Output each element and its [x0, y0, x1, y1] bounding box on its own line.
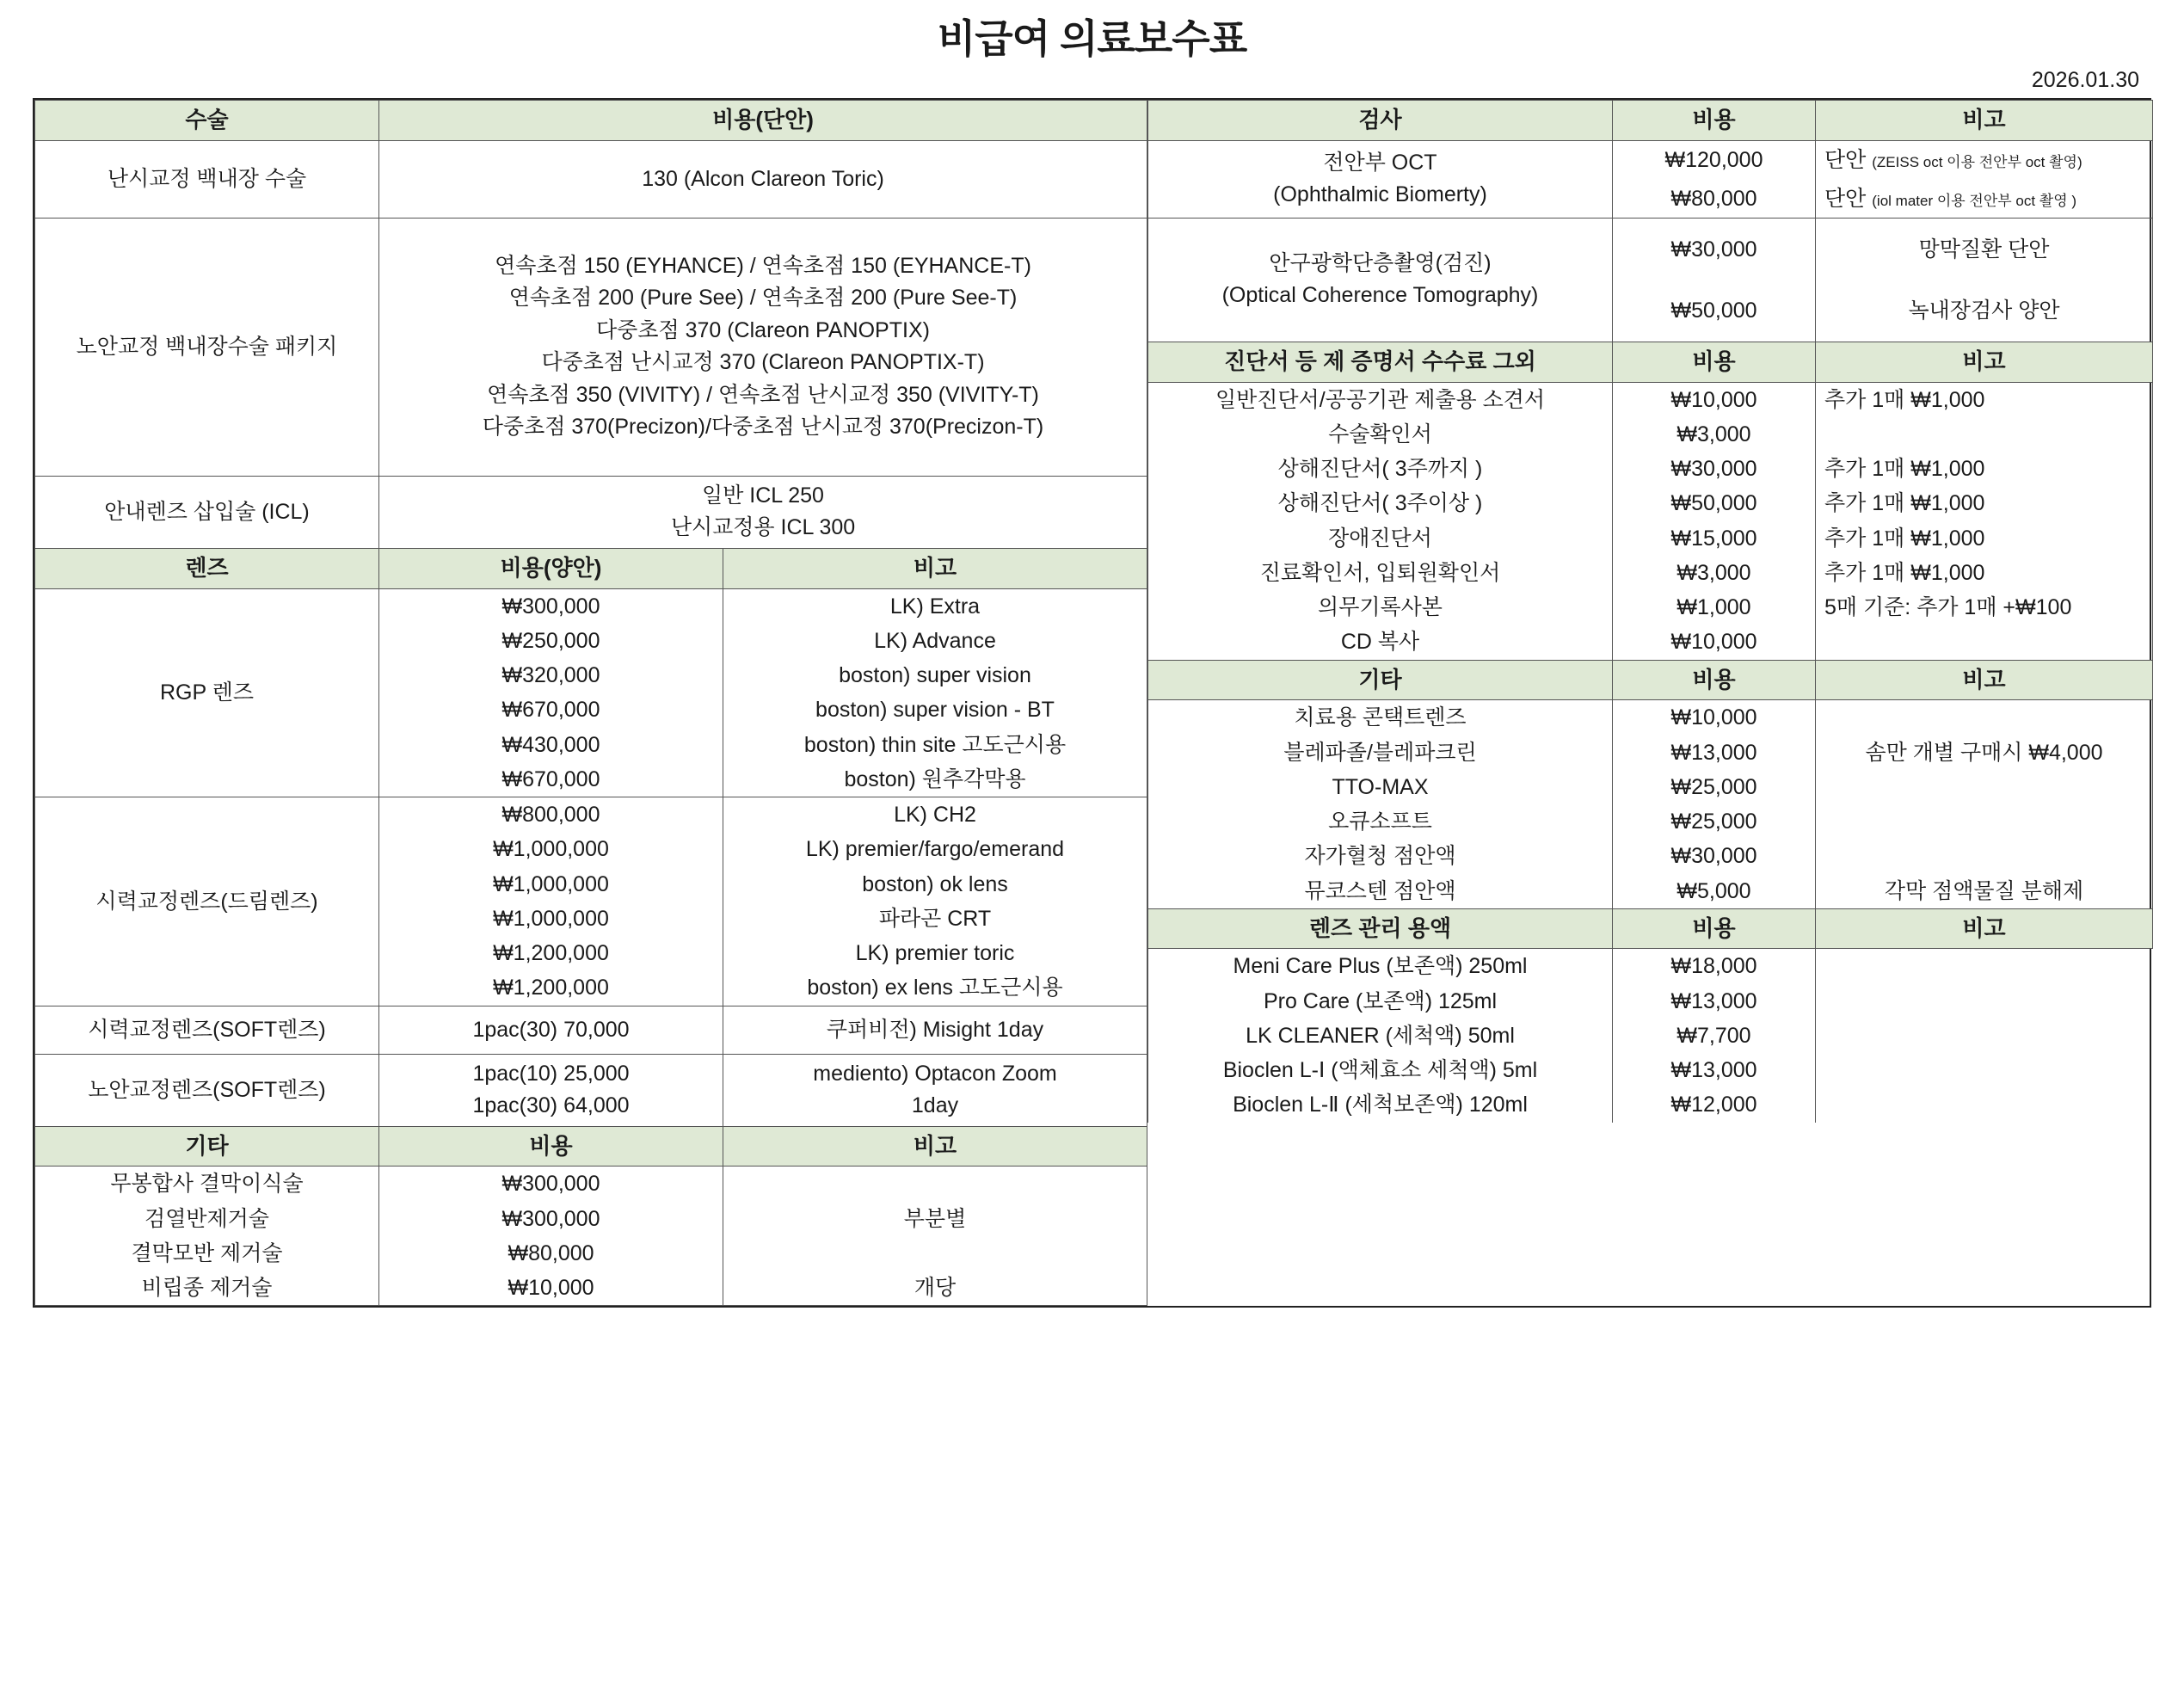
- exam-name-line: (Optical Coherence Tomography): [1221, 283, 1539, 308]
- left-etc-label: 결막모반 제거술: [35, 1236, 379, 1271]
- left-etc-cost: ₩300,000: [379, 1202, 723, 1236]
- dream-note: LK) CH2: [723, 797, 1147, 833]
- cert-name: 수술확인서: [1148, 417, 1613, 452]
- header-exam: 검사: [1148, 101, 1613, 141]
- header-solutions-cost: 비용: [1613, 908, 1816, 949]
- table-row: [1148, 452, 2153, 486]
- dream-cost: ₩1,000,000: [379, 902, 723, 936]
- rgp-cost: ₩430,000: [379, 728, 723, 762]
- solution-note: [1816, 1087, 2153, 1122]
- header-surgery: 수술: [35, 101, 379, 141]
- exam-cost: ₩30,000: [1613, 218, 1816, 280]
- presby-soft-note: [723, 1054, 1147, 1126]
- table-row: [1148, 342, 2153, 382]
- right-table: [1147, 100, 2153, 1217]
- presby-soft-cost: [379, 1054, 723, 1126]
- right-etc-note: 각막 점액물질 분해제: [1816, 874, 2153, 909]
- dream-cost: ₩1,200,000: [379, 936, 723, 970]
- solution-name: Bioclen L-Ⅰ (액체효소 세척액) 5ml: [1148, 1053, 1613, 1087]
- right-etc-name: 자가혈청 점안액: [1148, 839, 1613, 873]
- right-etc-name: 오큐소프트: [1148, 804, 1613, 839]
- exam-note-main: 단안: [1824, 186, 1867, 211]
- solution-cost: ₩13,000: [1613, 984, 1816, 1019]
- table-row: [35, 1236, 1147, 1271]
- solution-note: [1816, 1019, 2153, 1053]
- rgp-note: boston) 원추각막용: [723, 762, 1147, 797]
- left-etc-note: 부분별: [723, 1202, 1147, 1236]
- table-row: [1148, 984, 2153, 1019]
- icl-line: 일반 ICL 250: [702, 483, 824, 508]
- cert-name: 장애진단서: [1148, 521, 1613, 556]
- rgp-note: LK) Advance: [723, 624, 1147, 658]
- table-row: [1148, 949, 2153, 984]
- exam-cost: ₩80,000: [1613, 179, 1816, 218]
- icl-line: 난시교정용 ICL 300: [670, 515, 856, 540]
- rgp-cost: ₩250,000: [379, 624, 723, 658]
- right-etc-cost: ₩13,000: [1613, 736, 1816, 770]
- header-exam-note: 비고: [1816, 101, 2153, 141]
- left-etc-label: 무봉합사 결막이식술: [35, 1167, 379, 1202]
- rgp-cost: ₩300,000: [379, 588, 723, 624]
- row-label-astig-cataract: 난시교정 백내장 수술: [35, 140, 379, 218]
- table-row: [35, 1126, 1147, 1167]
- solution-note: [1816, 1053, 2153, 1087]
- right-etc-cost: ₩30,000: [1613, 839, 1816, 873]
- left-etc-note: [723, 1167, 1147, 1202]
- table-row: [1148, 417, 2153, 452]
- exam-name: [1148, 218, 1613, 342]
- rgp-cost: ₩670,000: [379, 693, 723, 727]
- rgp-note: LK) Extra: [723, 588, 1147, 624]
- table-row: [35, 1271, 1147, 1306]
- right-etc-cost: ₩25,000: [1613, 804, 1816, 839]
- cert-name: 일반진단서/공공기관 제출용 소견서: [1148, 382, 1613, 417]
- row-label-presby-soft-lens: 노안교정렌즈(SOFT렌즈): [35, 1054, 379, 1126]
- header-solutions: 렌즈 관리 용액: [1148, 908, 1613, 949]
- cert-note: 추가 1매 ₩1,000: [1816, 452, 2153, 486]
- table-row: [1148, 736, 2153, 770]
- package-line: 다중초점 난시교정 370 (Clareon PANOPTIX-T): [541, 350, 985, 375]
- dream-cost: ₩1,000,000: [379, 832, 723, 866]
- solution-name: LK CLEANER (세척액) 50ml: [1148, 1019, 1613, 1053]
- row-label-icl: 안내렌즈 삽입술 (ICL): [35, 476, 379, 548]
- document-date: 2026.01.30: [2031, 68, 2139, 93]
- table-row: [1148, 1123, 2153, 1217]
- cert-note: [1816, 625, 2153, 660]
- table-row: [1148, 218, 2153, 280]
- table-row: [35, 140, 1147, 218]
- table-row: [35, 548, 1147, 588]
- table-row: [1148, 101, 2153, 141]
- solution-filler: [1816, 1123, 2153, 1217]
- left-etc-label: 비립종 제거술: [35, 1271, 379, 1306]
- header-right-etc-note: 비고: [1816, 660, 2153, 700]
- row-value-icl: [379, 476, 1147, 548]
- table-row: [35, 797, 1147, 833]
- cert-note: 추가 1매 ₩1,000: [1816, 521, 2153, 556]
- left-etc-cost: ₩10,000: [379, 1271, 723, 1306]
- right-etc-note: [1816, 700, 2153, 736]
- table-row: [1148, 382, 2153, 417]
- package-line: 연속초점 150 (EYHANCE) / 연속초점 150 (EYHANCE-T): [495, 253, 1031, 278]
- left-etc-cost: ₩80,000: [379, 1236, 723, 1271]
- dream-cost: ₩1,200,000: [379, 970, 723, 1006]
- solution-name: Bioclen L-Ⅱ (세척보존액) 120ml: [1148, 1087, 1613, 1122]
- table-row: [1148, 839, 2153, 873]
- page-title: 비급여 의료보수표: [937, 16, 1247, 61]
- solution-name: Meni Care Plus (보존액) 250ml: [1148, 949, 1613, 984]
- right-etc-cost: ₩25,000: [1613, 770, 1816, 804]
- price-table-page: [0, 15, 2184, 1699]
- header-left-etc-note: 비고: [723, 1126, 1147, 1167]
- table-row: [1148, 660, 2153, 700]
- right-etc-note: [1816, 804, 2153, 839]
- solution-cost: ₩18,000: [1613, 949, 1816, 984]
- header-cost-single: 비용(단안): [379, 101, 1147, 141]
- header-lens: 렌즈: [35, 548, 379, 588]
- exam-name-line: 전안부 OCT: [1323, 150, 1437, 175]
- cert-cost: ₩15,000: [1613, 521, 1816, 556]
- soft-note: 쿠퍼비전) Misight 1day: [723, 1006, 1147, 1054]
- package-line: 다중초점 370 (Clareon PANOPTIX): [596, 317, 930, 342]
- row-value-astig-cataract: 130 (Alcon Clareon Toric): [379, 140, 1147, 218]
- solution-cost: ₩12,000: [1613, 1087, 1816, 1122]
- right-etc-note: [1816, 839, 2153, 873]
- rgp-note: boston) super vision: [723, 658, 1147, 693]
- table-row: [35, 1202, 1147, 1236]
- exam-note-main: 단안: [1824, 148, 1867, 172]
- table-row: [1148, 590, 2153, 625]
- cert-note: [1816, 417, 2153, 452]
- dream-note: LK) premier toric: [723, 936, 1147, 970]
- cert-cost: ₩10,000: [1613, 625, 1816, 660]
- rgp-cost: ₩670,000: [379, 762, 723, 797]
- exam-name-line: (Ophthalmic Biomerty): [1273, 182, 1487, 207]
- cert-cost: ₩30,000: [1613, 452, 1816, 486]
- header-lens-cost: 비용(양안): [379, 548, 723, 588]
- table-row: [35, 1054, 1147, 1126]
- table-row: [1148, 700, 2153, 736]
- right-etc-name: 뮤코스텐 점안액: [1148, 874, 1613, 909]
- row-label-dream-lens: 시력교정렌즈(드림렌즈): [35, 797, 379, 1006]
- table-row: [1148, 908, 2153, 949]
- package-line: 연속초점 200 (Pure See) / 연속초점 200 (Pure See-T): [508, 286, 1018, 311]
- left-etc-note: [723, 1236, 1147, 1271]
- cert-name: 상해진단서( 3주까지 ): [1148, 452, 1613, 486]
- exam-note-sub: (ZEISS oct 이용 전안부 oct 촬영): [1872, 154, 2082, 170]
- exam-name: [1148, 140, 1613, 218]
- dream-note: boston) ok lens: [723, 867, 1147, 902]
- cert-name: 상해진단서( 3주이상 ): [1148, 486, 1613, 520]
- price-grid: [33, 98, 2151, 1308]
- exam-note: [1816, 140, 2153, 179]
- table-row: [1148, 140, 2153, 179]
- exam-note: 망막질환 단안: [1816, 218, 2153, 280]
- exam-cost: ₩120,000: [1613, 140, 1816, 179]
- rgp-cost: ₩320,000: [379, 658, 723, 693]
- header-certificates: 진단서 등 제 증명서 수수료 그외: [1148, 342, 1613, 382]
- cert-note: 추가 1매 ₩1,000: [1816, 486, 2153, 520]
- header-certificates-note: 비고: [1816, 342, 2153, 382]
- left-etc-note: 개당: [723, 1271, 1147, 1306]
- rgp-note: boston) super vision - BT: [723, 693, 1147, 727]
- cert-note: 추가 1매 ₩1,000: [1816, 382, 2153, 417]
- presby-soft-cost-line: 1pac(30) 64,000: [472, 1093, 630, 1118]
- row-label-soft-lens: 시력교정렌즈(SOFT렌즈): [35, 1006, 379, 1054]
- table-row: [1148, 625, 2153, 660]
- row-label-presbyopia-package: 노안교정 백내장수술 패키지: [35, 218, 379, 476]
- header-left-etc-cost: 비용: [379, 1126, 723, 1167]
- row-value-presbyopia-package: [379, 218, 1147, 476]
- exam-note-sub: (iol mater 이용 전안부 oct 촬영 ): [1872, 192, 2077, 209]
- exam-cost: ₩50,000: [1613, 280, 1816, 342]
- header-left-etc: 기타: [35, 1126, 379, 1167]
- table-row: [35, 1006, 1147, 1054]
- table-row: [35, 476, 1147, 548]
- table-row: [1148, 1053, 2153, 1087]
- cert-name: CD 복사: [1148, 625, 1613, 660]
- cert-cost: ₩50,000: [1613, 486, 1816, 520]
- solution-filler: [1148, 1123, 1613, 1217]
- dream-note: 파라곤 CRT: [723, 902, 1147, 936]
- solution-cost: ₩7,700: [1613, 1019, 1816, 1053]
- right-etc-note: 솜만 개별 구매시 ₩4,000: [1816, 736, 2153, 770]
- dream-cost: ₩800,000: [379, 797, 723, 833]
- solution-note: [1816, 949, 2153, 984]
- left-etc-cost: ₩300,000: [379, 1167, 723, 1202]
- presby-soft-note-line: mediento) Optacon Zoom: [813, 1061, 1057, 1086]
- table-row: [1148, 486, 2153, 520]
- package-line: 다중초점 370(Precizon)/다중초점 난시교정 370(Precizon-T): [482, 415, 1044, 440]
- row-label-rgp: RGP 렌즈: [35, 588, 379, 797]
- exam-note: [1816, 179, 2153, 218]
- presby-soft-note-line: 1day: [911, 1093, 959, 1118]
- table-row: [1148, 521, 2153, 556]
- exam-note: 녹내장검사 양안: [1816, 280, 2153, 342]
- cert-cost: ₩3,000: [1613, 417, 1816, 452]
- right-etc-name: TTO-MAX: [1148, 770, 1613, 804]
- rgp-note: boston) thin site 고도근시용: [723, 728, 1147, 762]
- header-right-etc: 기타: [1148, 660, 1613, 700]
- solution-cost: ₩13,000: [1613, 1053, 1816, 1087]
- table-row: [1148, 874, 2153, 909]
- presby-soft-cost-line: 1pac(10) 25,000: [472, 1061, 630, 1086]
- right-etc-cost: ₩5,000: [1613, 874, 1816, 909]
- header-lens-note: 비고: [723, 548, 1147, 588]
- dream-note: LK) premier/fargo/emerand: [723, 832, 1147, 866]
- right-etc-name: 블레파졸/블레파크린: [1148, 736, 1613, 770]
- table-row: [35, 218, 1147, 476]
- header-certificates-cost: 비용: [1613, 342, 1816, 382]
- cert-cost: ₩1,000: [1613, 590, 1816, 625]
- header-exam-cost: 비용: [1613, 101, 1816, 141]
- header-right-etc-cost: 비용: [1613, 660, 1816, 700]
- cert-name: 의무기록사본: [1148, 590, 1613, 625]
- cert-cost: ₩3,000: [1613, 556, 1816, 590]
- package-line: 연속초점 350 (VIVITY) / 연속초점 난시교정 350 (VIVITY-T): [487, 382, 1039, 407]
- table-row: [1148, 1019, 2153, 1053]
- dream-note: boston) ex lens 고도근시용: [723, 970, 1147, 1006]
- right-etc-cost: ₩10,000: [1613, 700, 1816, 736]
- left-table: [34, 100, 1147, 1306]
- header-solutions-note: 비고: [1816, 908, 2153, 949]
- dream-cost: ₩1,000,000: [379, 867, 723, 902]
- table-row: [1148, 1087, 2153, 1122]
- right-etc-name: 치료용 콘택트렌즈: [1148, 700, 1613, 736]
- solution-note: [1816, 984, 2153, 1019]
- table-row: [35, 588, 1147, 624]
- right-etc-note: [1816, 770, 2153, 804]
- table-row: [1148, 804, 2153, 839]
- table-row: [35, 1167, 1147, 1202]
- cert-note: 5매 기준: 추가 1매 +₩100: [1816, 590, 2153, 625]
- solution-name: Pro Care (보존액) 125ml: [1148, 984, 1613, 1019]
- cert-note: 추가 1매 ₩1,000: [1816, 556, 2153, 590]
- left-etc-label: 검열반제거술: [35, 1202, 379, 1236]
- exam-name-line: 안구광학단층촬영(검진): [1269, 250, 1492, 275]
- cert-name: 진료확인서, 입퇴원확인서: [1148, 556, 1613, 590]
- cert-cost: ₩10,000: [1613, 382, 1816, 417]
- soft-cost: 1pac(30) 70,000: [379, 1006, 723, 1054]
- table-row: [35, 101, 1147, 141]
- table-row: [1148, 556, 2153, 590]
- table-row: [1148, 770, 2153, 804]
- solution-filler: [1613, 1123, 1816, 1217]
